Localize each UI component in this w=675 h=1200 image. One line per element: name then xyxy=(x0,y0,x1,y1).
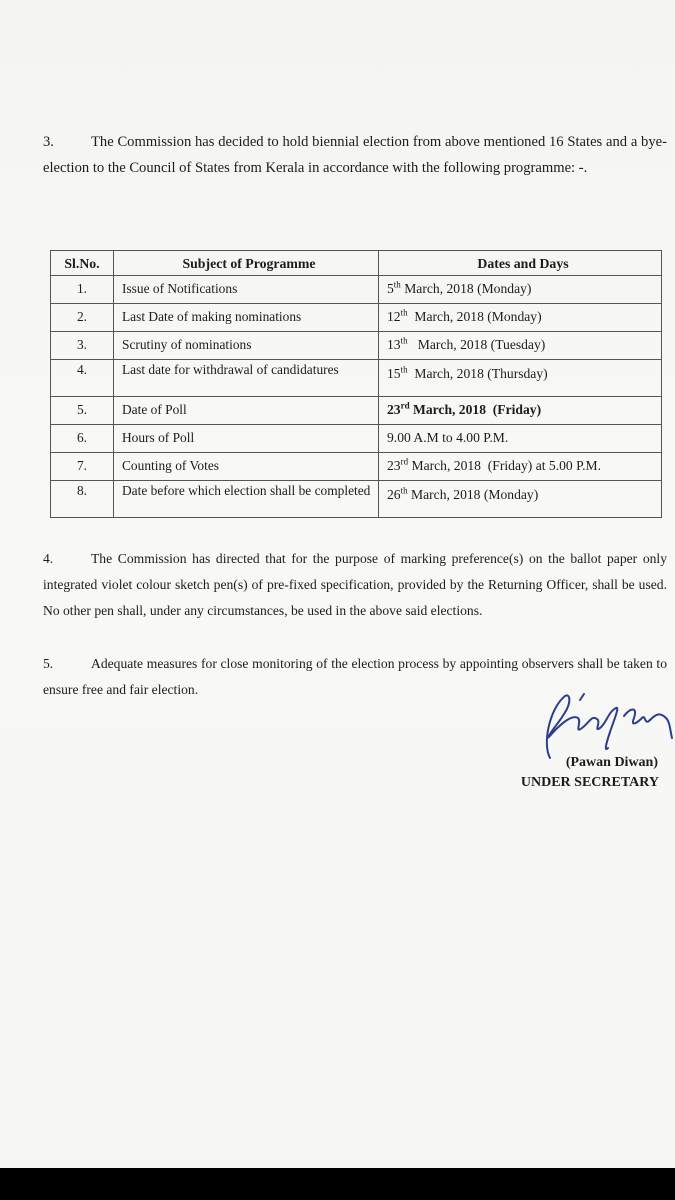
date-suffix: rd xyxy=(400,400,410,411)
paragraph-3-number: 3. xyxy=(43,134,54,150)
row-sl: 8. xyxy=(51,481,114,518)
row-date xyxy=(379,276,662,304)
table-row xyxy=(51,481,662,518)
signatory-title: UNDER SECRETARY xyxy=(520,775,659,790)
date-day: 13 xyxy=(387,337,401,352)
table-header-row xyxy=(51,251,662,276)
date-suffix: th xyxy=(400,485,408,496)
row-sl: 4. xyxy=(51,360,114,397)
row-subject: Hours of Poll xyxy=(114,425,379,453)
date-suffix: th xyxy=(393,279,401,290)
row-date xyxy=(379,453,662,481)
paragraph-5-number: 5. xyxy=(43,656,54,671)
date-rest: March, 2018 (Friday) xyxy=(409,402,542,417)
row-date: 9.00 A.M to 4.00 P.M. xyxy=(379,425,662,453)
table-row xyxy=(51,360,662,397)
signatory-name: (Pawan Diwan) xyxy=(565,755,658,770)
row-sl: 6. xyxy=(51,425,114,453)
date-suffix: th xyxy=(400,364,408,375)
table-row xyxy=(51,332,662,360)
table-row xyxy=(51,304,662,332)
table-row xyxy=(51,397,662,425)
row-date xyxy=(379,481,662,518)
row-date xyxy=(379,304,662,332)
row-subject: Scrutiny of nominations xyxy=(114,332,379,360)
row-subject: Date before which election shall be completed xyxy=(114,481,379,518)
row-subject: Date of Poll xyxy=(114,397,379,425)
header-subject: Subject of Programme xyxy=(114,251,379,276)
date-rest: March, 2018 (Monday) xyxy=(407,487,539,502)
table-row xyxy=(51,276,662,304)
row-subject: Counting of Votes xyxy=(114,453,379,481)
date-suffix: th xyxy=(400,307,408,318)
paragraph-4-number: 4. xyxy=(43,551,54,566)
row-sl: 5. xyxy=(51,397,114,425)
row-subject: Last Date of making nominations xyxy=(114,304,379,332)
date-day: 23 xyxy=(387,402,401,417)
row-sl: 7. xyxy=(51,453,114,481)
paragraph-4-text: The Commission has directed that for the purpose of marking preference(s) on the ballot paper only integrated violet colour sketch pen(s) of pre-fixed specification, provided by the Returning Officer, shall be used. No other pen shall, under any circumstances, be used in the above said elections. xyxy=(43,551,667,618)
date-rest: March, 2018 (Monday) xyxy=(407,309,542,324)
date-day: 15 xyxy=(387,366,401,381)
row-date xyxy=(379,397,662,425)
date-rest: March, 2018 (Friday) at 5.00 P.M. xyxy=(408,458,602,473)
paragraph-3-text: The Commission has decided to hold biennial election from above mentioned 16 States and a bye-election to the Council of States from Kerala in accordance with the following programme: -. xyxy=(43,134,667,176)
row-date xyxy=(379,360,662,397)
header-dates: Dates and Days xyxy=(379,251,662,276)
row-subject: Last date for withdrawal of candidatures xyxy=(114,360,379,397)
date-day: 26 xyxy=(387,487,401,502)
row-subject: Issue of Notifications xyxy=(114,276,379,304)
bottom-bar xyxy=(0,1168,675,1200)
date-rest: March, 2018 (Monday) xyxy=(400,281,532,296)
date-rest: March, 2018 (Tuesday) xyxy=(407,337,546,352)
table-row xyxy=(51,425,662,453)
row-sl: 1. xyxy=(51,276,114,304)
date-day: 23 xyxy=(387,458,401,473)
paragraph-4 xyxy=(43,546,667,623)
row-sl: 2. xyxy=(51,304,114,332)
row-sl: 3. xyxy=(51,332,114,360)
table-row xyxy=(51,453,662,481)
row-date xyxy=(379,332,662,360)
election-programme-table xyxy=(50,250,662,518)
date-day: 12 xyxy=(387,309,401,324)
date-day: 5 xyxy=(387,281,394,296)
date-rest: March, 2018 (Thursday) xyxy=(407,366,548,381)
date-suffix: rd xyxy=(400,456,409,467)
paragraph-5-text: Adequate measures for close monitoring of the election process by appointing observers shall be taken to ensure free and fair election. xyxy=(43,656,667,697)
header-sl-no: Sl.No. xyxy=(51,251,114,276)
paragraph-3 xyxy=(43,129,667,181)
date-suffix: th xyxy=(400,335,408,346)
